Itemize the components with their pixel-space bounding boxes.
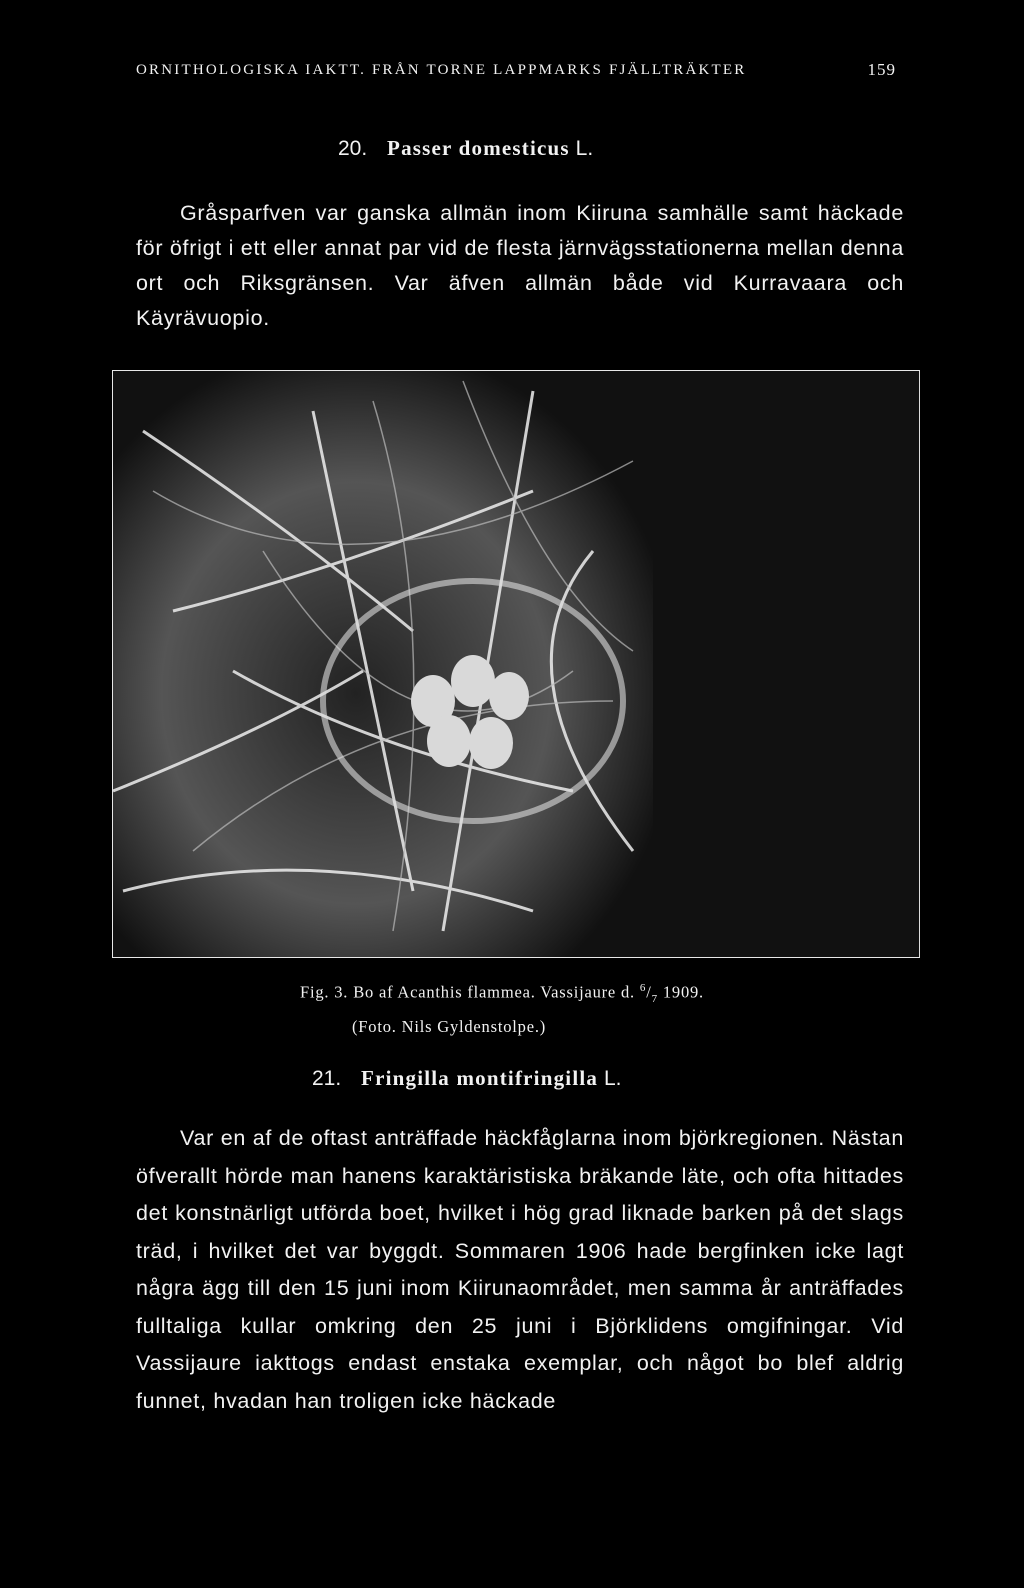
nest-photograph [112, 370, 920, 958]
section-number: 21. [312, 1067, 342, 1090]
section-heading-20 [338, 136, 593, 161]
paragraph: Gråsparfven var ganska allmän inom Kiiruna samhälle samt häckade för öfrigt i ett eller annat par vid de flesta järnvägsstationerna mellan denna ort och Riksgränsen. Var äfven allmän både vid Kurravaara och Käyrävuopio. [136, 201, 904, 330]
paragraph: Var en af de oftast anträffade häckfåglarna inom björkregionen. Nästan öfverallt hörde man hanens karaktäristiska bräkande läte, och ofta hittades det konstnärligt utförda boet, hvilket i hög grad liknade barken på det slags träd, i hvilket det var byggdt. Sommaren 1906 hade bergfinken icke lagt några ägg till den 15 juni inom Kiirunaområdet, men samma år anträffades fulltaliga kullar omkring den 25 juni i Björklidens omgifningar. Vid Vassijaure iakttogs endast enstaka exemplar, och något bo blef aldrig funnet, hvadan han troligen icke häckade [136, 1126, 904, 1413]
figure-credit: (Foto. Nils Gyldenstolpe.) [352, 1016, 547, 1036]
page-number: 159 [867, 60, 896, 79]
figure-caption: Fig. 3. Bo af Acanthis flammea. Vassijaure d. $^6/_7$ 1909. (Foto. Nils Gyldenstolpe.) [300, 974, 820, 1041]
section-heading-21 [312, 1066, 621, 1091]
species-author: L. [575, 137, 594, 160]
date-denominator: 7 [651, 992, 658, 1005]
figure-year: 1909. [662, 982, 704, 1002]
section-21-text [136, 1120, 904, 1420]
running-head-title: ORNITHOLOGISKA IAKTT. FRÅN TORNE LAPPMARKS FJÄLLTRÄKTER [136, 62, 747, 78]
date-numerator: 6 [639, 982, 647, 994]
nest-photo-image [113, 371, 919, 957]
species-name: Passer domesticus [387, 136, 570, 160]
section-20-text [136, 196, 904, 336]
figure-label: Fig. 3. [300, 982, 349, 1002]
section-number: 20. [338, 137, 368, 160]
species-author: L. [603, 1067, 622, 1090]
running-head [136, 62, 896, 79]
figure-description: Bo af Acanthis flammea. Vassijaure d. [353, 982, 635, 1002]
species-name: Fringilla montifringilla [361, 1066, 599, 1090]
